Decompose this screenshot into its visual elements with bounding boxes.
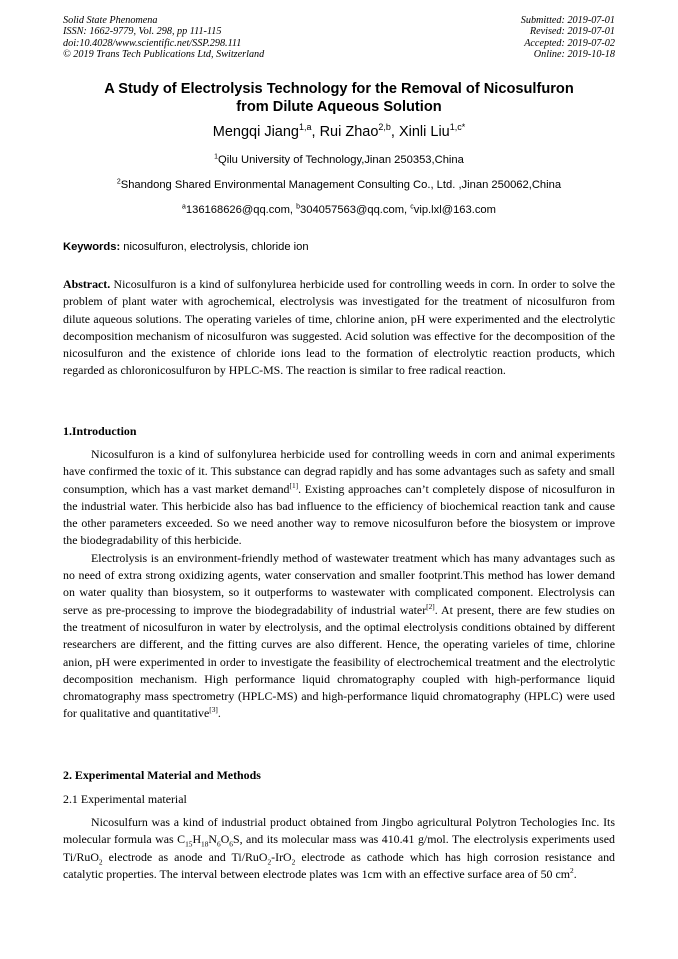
- journal-name: Solid State Phenomena: [63, 15, 158, 26]
- journal-copyright: © 2019 Trans Tech Publications Ltd, Switzerland: [63, 49, 265, 61]
- author-list: [63, 123, 615, 141]
- formula-subscript: 2: [98, 856, 103, 866]
- paragraph: [63, 814, 615, 883]
- formula-subscript: 15: [185, 839, 193, 849]
- introduction-body: [63, 446, 615, 723]
- author-separator: ,: [390, 124, 399, 140]
- author-2-affil: 2,b: [378, 122, 391, 133]
- paragraph-text: Nicosulfuron is a kind of sulfonylurea herbicide used for controlling weeds in corn and animal experiments have confirmed the toxic of it. This substance can degrad rapidly and has some advantages such as safety and small consumption, which has a vast market demand: [63, 447, 615, 496]
- email-2-mark: b: [296, 203, 300, 211]
- paragraph-text: Nicosulfurn was a kind of industrial product obtained from Jingbo agricultural Polytron Techologies Inc. Its molecular formula was C: [63, 815, 615, 847]
- author-1-affil: 1,a: [299, 122, 312, 133]
- paragraph-text: electrode as cathode which has high corrosion resistance and catalytic properties. The interval between electrode plates was 1cm with an effective surface area of 50 cm: [63, 849, 615, 881]
- paragraph-text: .: [217, 706, 221, 721]
- affiliation-1-text: Qilu University of Technology,Jinan 250353,China: [218, 154, 464, 166]
- affiliation-1: [63, 153, 615, 167]
- email-3[interactable]: vip.lxl@163.com: [413, 204, 496, 216]
- date-accepted: Accepted: 2019-07-02: [524, 37, 615, 49]
- formula-subscript: 6: [217, 839, 221, 849]
- affiliation-1-mark: 1: [214, 153, 218, 161]
- paragraph-text: electrode as anode and Ti/RuO: [102, 849, 268, 864]
- keywords: [63, 240, 615, 254]
- formula-element: O: [220, 832, 230, 847]
- date-online: Online: 2019-10-18: [533, 49, 615, 61]
- formula-element: H: [192, 832, 202, 847]
- paragraph-text: .: [573, 866, 577, 881]
- paragraph-text: . At present, there are few studies on the treatment of nicosulfuron in water by electrolysis, and the optimal electrolysis conditions obtained by different researchers are different, and the fitting curves are also different. Hence, the operating varieles of time, chlorine anion, pH were experimented in order to investigate the feasibility of electrochemical treatment and the electrolytic decomposition mechanism. High performance liquid chromatography coupled with high-performance liquid chromatography mass spectrometry (HPLC-MS) and high-performance liquid chromatography (HPLC) were used for qualitative and quantitative: [63, 602, 615, 721]
- material-body: [63, 814, 615, 883]
- author-2: Rui Zhao: [319, 124, 379, 140]
- journal-header-right: [521, 15, 615, 61]
- formula-subscript: 2: [291, 856, 296, 866]
- citation-ref[interactable]: [1]: [289, 480, 299, 490]
- keywords-label: Keywords:: [63, 241, 121, 253]
- section-heading-methods: 2. Experimental Material and Methods: [63, 768, 261, 782]
- author-separator: ,: [311, 124, 320, 140]
- paper-title: [63, 80, 615, 116]
- email-3-mark: c: [410, 203, 414, 211]
- title-line-2: from Dilute Aqueous Solution: [236, 99, 442, 115]
- citation-ref[interactable]: [3]: [209, 705, 218, 715]
- author-1: Mengqi Jiang: [212, 124, 299, 140]
- abstract: [63, 276, 615, 380]
- abstract-label: Abstract.: [63, 277, 111, 291]
- subsection-heading-material: 2.1 Experimental material: [63, 792, 187, 806]
- author-emails: [63, 203, 615, 217]
- affiliation-2-text: Shandong Shared Environmental Management Consulting Co., Ltd. ,Jinan 250062,China: [120, 179, 562, 191]
- unit-superscript: 2: [570, 865, 574, 875]
- title-line-1: A Study of Electrolysis Technology for the Removal of Nicosulfuron: [104, 81, 574, 97]
- affiliation-2: [63, 178, 615, 192]
- email-2[interactable]: 304057563@qq.com,: [300, 204, 411, 216]
- keywords-text: nicosulfuron, electrolysis, chloride ion: [120, 241, 309, 253]
- abstract-text: Nicosulfuron is a kind of sulfonylurea herbicide used for controlling weeds in corn. In order to solve the problem of plant water with agrochemical, electrolysis was investigated for the treatment of nicosulfuron from dilute aqueous solutions. The operating varieles of time, chlorine anion, pH were experimented and the electrolytic decomposition mechanism of nicosulfuron was suggested. Acid solution was effective for the decomposition of the nicosulfuron and the existence of chloride ions lead to the formation of electrolytic reaction products, which regarded as chloronicosulfuron by HPLC-MS. The reaction is similar to free radical reaction.: [63, 277, 615, 378]
- email-1-mark: a: [182, 203, 186, 211]
- paragraph-text: Electrolysis is an environment-friendly method of wastewater treatment which has many advantages such as no need of extra strong oxidizing agents, water conservation and smaller footprint.This method has lower demand on water quality than biosystem, so it outperforms to wastewater with complicated component. Electrolysis can serve as pre-processing to improve the biodegradability of industrial water: [63, 550, 615, 617]
- citation-ref[interactable]: [2]: [426, 601, 435, 611]
- paragraph: [63, 446, 615, 550]
- email-1[interactable]: 136168626@qq.com,: [185, 204, 297, 216]
- journal-issn: ISSN: 1662-9779, Vol. 298, pp 111-115: [63, 26, 222, 38]
- affiliation-2-mark: 2: [116, 178, 121, 186]
- journal-header-left: [63, 15, 264, 61]
- paragraph-text: S, and its molecular mass was 410.41 g/mol. The electrolysis experiments used Ti/RuO: [63, 832, 615, 864]
- author-3: Xinli Liu: [398, 124, 450, 140]
- date-revised: Revised: 2019-07-01: [529, 26, 615, 38]
- paragraph: [63, 550, 615, 723]
- journal-doi[interactable]: doi:10.4028/www.scientific.net/SSP.298.111: [63, 37, 242, 49]
- paragraph-text: . Existing approaches can’t completely dispose of nicosulfuron in the industrial water. This herbicide also has bad influence to the efficiency of biochemical reaction tank and cause the other parameters exceeded. So we need another way to remove nicosulfuron before the biosystem or improve the biodegradability of this herbicide.: [63, 481, 615, 548]
- author-3-affil: 1,c*: [449, 122, 466, 133]
- formula-subscript: 18: [201, 839, 209, 849]
- formula-subscript: 2: [267, 856, 272, 866]
- formula-element: N: [208, 832, 217, 847]
- paragraph-text: -IrO: [271, 849, 292, 864]
- formula-subscript: 6: [229, 839, 233, 849]
- section-heading-introduction: 1.Introduction: [63, 424, 137, 438]
- date-submitted: Submitted: 2019-07-01: [520, 15, 615, 26]
